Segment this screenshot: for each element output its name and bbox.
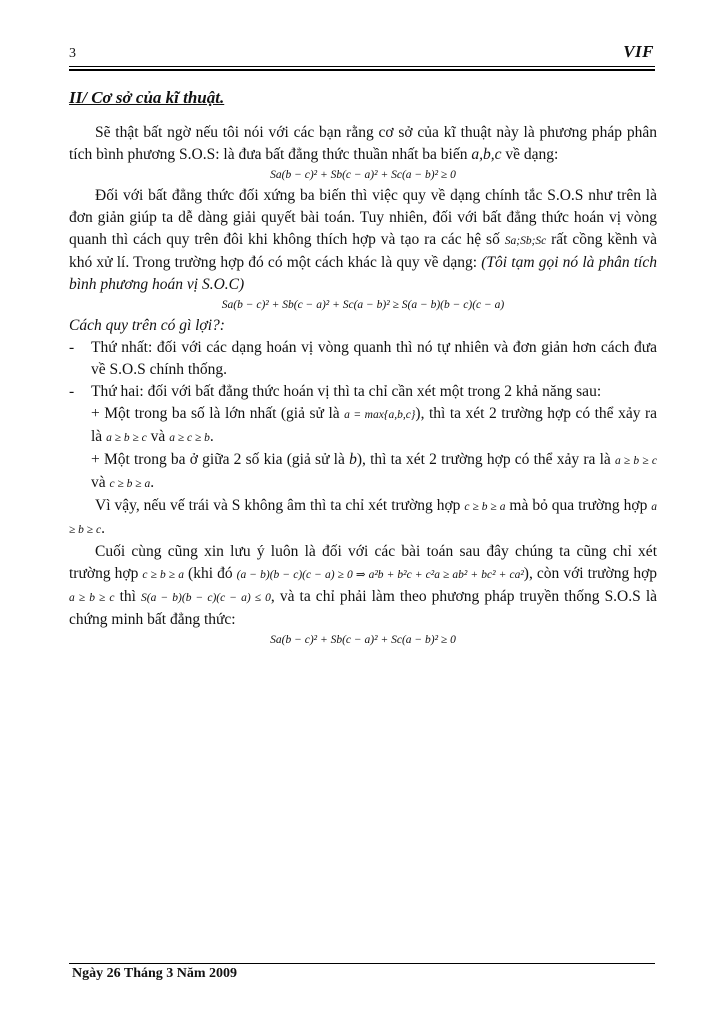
footer-date: Ngày 26 Tháng 3 Năm 2009	[72, 966, 238, 981]
section-title: II/ Cơ sở của kĩ thuật.	[69, 88, 225, 107]
brand-logo: VIF	[623, 42, 654, 61]
formula-soc: Sa(b − c)² + Sb(c − a)² + Sc(a − b)² ≥ S(a − b)(b − c)(c − a)	[221, 299, 505, 311]
question-heading: Cách quy trên có gì lợi?:	[69, 317, 225, 334]
document-body	[69, 122, 657, 650]
header-divider-thick	[69, 69, 655, 71]
bullet-second: - Thứ hai: đối với bất đẳng thức hoán vị thì ta chỉ cần xét một trong 2 khả năng sau:	[69, 383, 602, 400]
formula-final: Sa(b − c)² + Sb(c − a)² + Sc(a − b)² ≥ 0	[270, 634, 456, 646]
paragraph-intro: Sẽ thật bất ngờ nếu tôi nói với các bạn rằng cơ sở của kĩ thuật này là phương pháp phân tích bình phương S.O.S: là đưa bất đẳng thức thuần nhất ba biến a,b,c về dạng:	[69, 124, 657, 163]
paragraph-symmetric: Đối với bất đẳng thức đối xứng ba biến thì việc quy về dạng chính tắc S.O.S như trên là đơn giản giúp ta dễ dàng giải quyết bài toán. Tuy nhiên, đối với bất đẳng thức hoán vị vòng quanh thì cách quy trên đôi khi không thích hợp và tạo ra các hệ số Sa;Sb;Sc rất cồng kềnh và khó xử lí. Trong trường hợp đó có một cách khác là quy về dạng: (Tôi tạm gọi nó là phân tích bình phương hoán vị S.O.C)	[69, 187, 658, 293]
case-middle: + Một trong ba ở giữa 2 số kia (giả sử là b), thì ta xét 2 trường hợp có thể xảy ra là a ≥ b ≥ c và c ≥ b ≥ a.	[91, 451, 658, 491]
case-largest: + Một trong ba số là lớn nhất (giả sử là a = max{a,b,c}), thì ta xét 2 trường hợp có thể xảy ra là a ≥ b ≥ c và a ≥ c ≥ b.	[91, 405, 658, 445]
footer-divider	[69, 963, 655, 964]
formula-sos: Sa(b − c)² + Sb(c − a)² + Sc(a − b)² ≥ 0	[270, 169, 456, 181]
header-divider	[69, 66, 655, 67]
paragraph-therefore: Vì vậy, nếu vế trái và S không âm thì ta chỉ xét trường hợp c ≥ b ≥ a mà bỏ qua trường hợp a ≥ b ≥ c.	[69, 497, 658, 537]
page-number: 3	[69, 46, 76, 61]
paragraph-finally: Cuối cùng cũng xin lưu ý luôn là đối với các bài toán sau đây chúng ta cũng chỉ xét trường hợp c ≥ b ≥ a (khi đó (a − b)(b − c)(c − a) ≥ 0 ⇒ a²b + b²c + c²a ≥ ab² + bc² + ca²), còn với trường hợp a ≥ b ≥ c thì S(a − b)(b − c)(c − a) ≤ 0, và ta chỉ phải làm theo phương pháp truyền thống S.O.S là chứng minh bất đẳng thức:	[69, 543, 658, 628]
bullet-first: - Thứ nhất: đối với các dạng hoán vị vòng quanh thì nó tự nhiên và đơn giản hơn cách đưa về S.O.S chính thống.	[69, 339, 657, 378]
